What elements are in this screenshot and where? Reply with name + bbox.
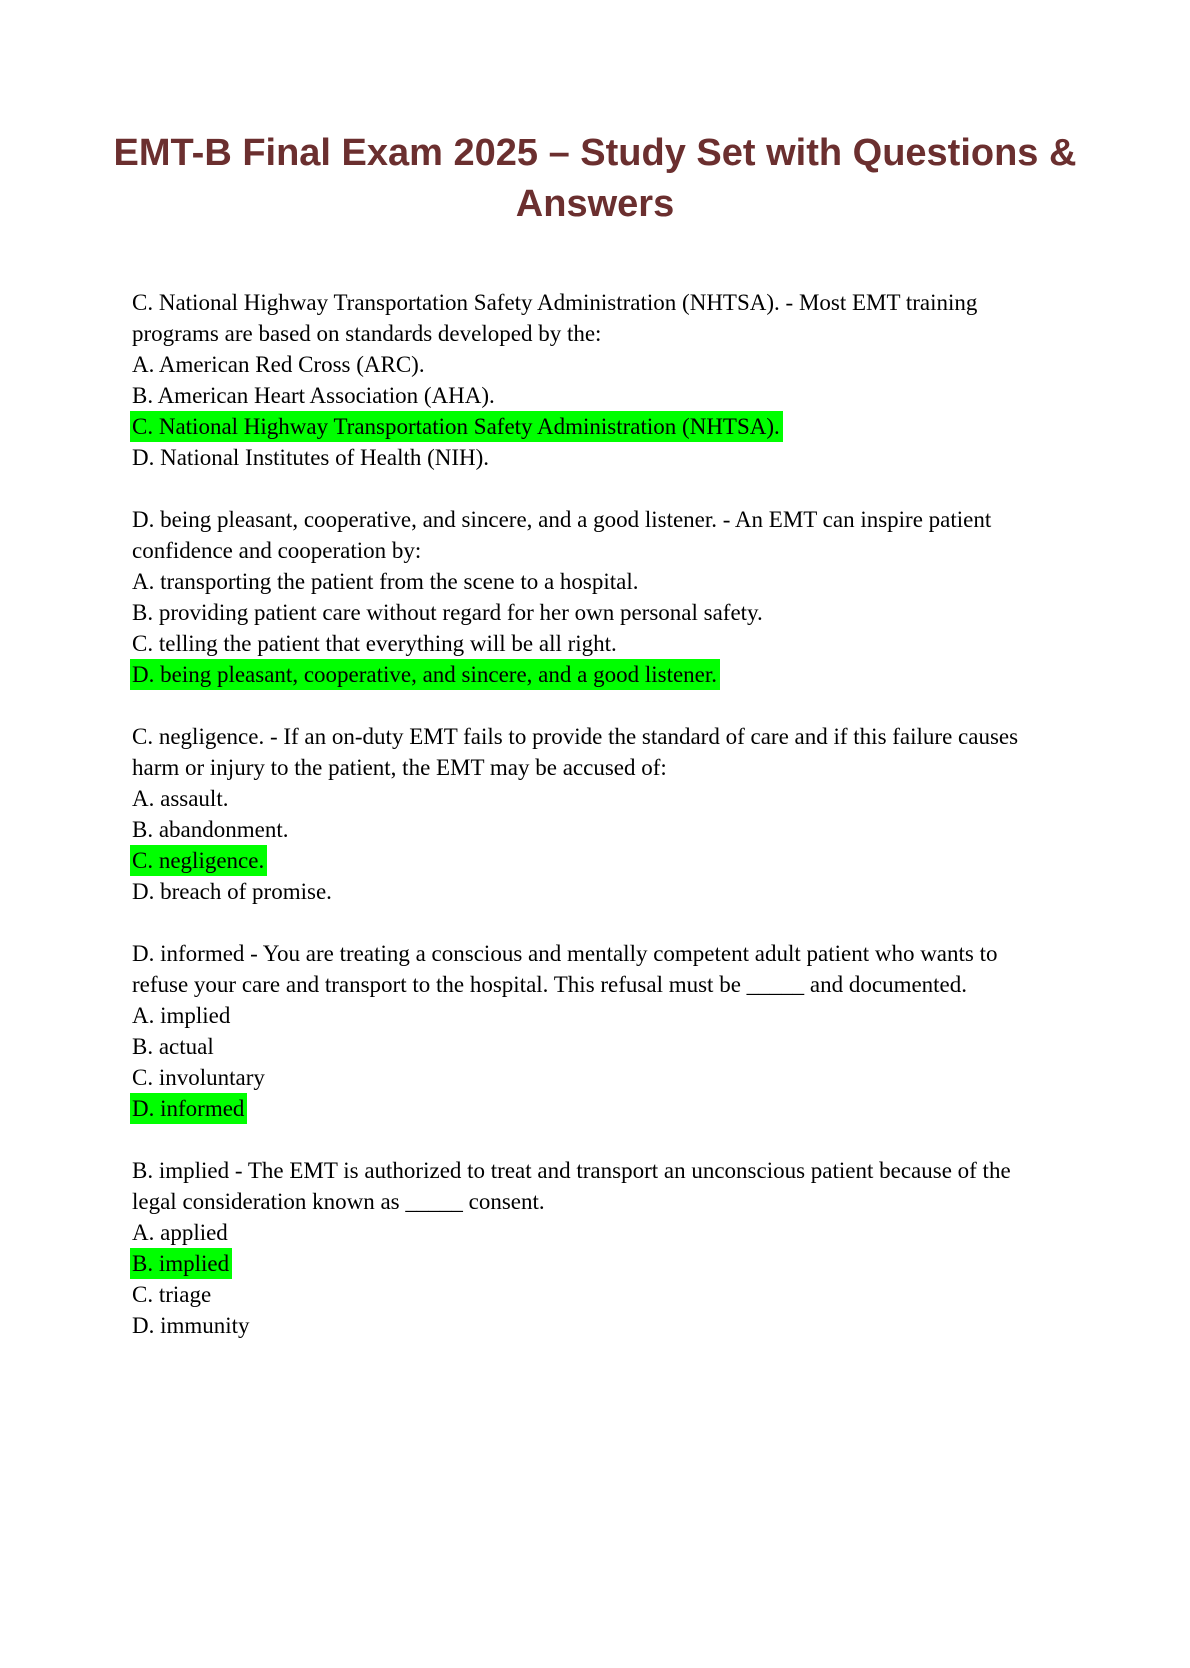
answer-option — [132, 1279, 1052, 1310]
question-prompt: D. being pleasant, cooperative, and sincere, and a good listener. - An EMT can inspire patient confidence and cooperation by: — [132, 507, 992, 563]
answer-option — [132, 1000, 1052, 1031]
question-block — [132, 1155, 1052, 1341]
answer-option-text: B. American Heart Association (AHA). — [132, 383, 495, 408]
question-block — [132, 287, 1052, 473]
answer-option-text: D. being pleasant, cooperative, and sincere, and a good listener. — [130, 659, 720, 690]
answer-option-text: B. providing patient care without regard for her own personal safety. — [132, 600, 763, 625]
question-block — [132, 938, 1052, 1124]
answer-option-text: D. immunity — [132, 1313, 250, 1338]
answer-option-text: B. abandonment. — [132, 817, 289, 842]
answer-option — [132, 845, 1052, 876]
answer-option — [132, 1310, 1052, 1341]
answer-option — [132, 566, 1052, 597]
answer-option-text: B. actual — [132, 1034, 214, 1059]
answer-option-text: A. assault. — [132, 786, 229, 811]
answer-option-text: A. transporting the patient from the scene to a hospital. — [132, 569, 639, 594]
answer-option-text: D. breach of promise. — [132, 879, 332, 904]
question-prompt: D. informed - You are treating a conscious and mentally competent adult patient who wants to refuse your care and transport to the hospital. This refusal must be _____ and documented. — [132, 941, 998, 997]
answer-option — [132, 1062, 1052, 1093]
answer-option-text: B. implied — [130, 1248, 232, 1279]
question-block — [132, 721, 1052, 907]
answer-option — [132, 876, 1052, 907]
answer-option-text: D. informed — [130, 1093, 247, 1124]
answer-option — [132, 1248, 1052, 1279]
page-title: EMT-B Final Exam 2025 – Study Set with Questions & Answers — [113, 132, 1077, 225]
document-page — [0, 128, 1190, 1668]
answer-option — [132, 1093, 1052, 1124]
question-prompt: B. implied - The EMT is authorized to treat and transport an unconscious patient because of the legal consideration known as _____ consent. — [132, 1158, 1011, 1214]
answer-option-text: C. triage — [132, 1282, 212, 1307]
answer-option-text: D. National Institutes of Health (NIH). — [132, 445, 490, 470]
answer-option-text: A. applied — [132, 1220, 228, 1245]
answer-option — [132, 628, 1052, 659]
question-prompt: C. negligence. - If an on-duty EMT fails to provide the standard of care and if this failure causes harm or injury to the patient, the EMT may be accused of: — [132, 724, 1019, 780]
answer-option — [132, 349, 1052, 380]
answer-option — [132, 442, 1052, 473]
answer-option — [132, 380, 1052, 411]
answer-option-text: A. American Red Cross (ARC). — [132, 352, 425, 377]
answer-option-text: C. telling the patient that everything will be all right. — [132, 631, 617, 656]
answer-option — [132, 659, 1052, 690]
answer-option-text: C. National Highway Transportation Safety Administration (NHTSA). — [130, 411, 783, 442]
answer-option — [132, 411, 1052, 442]
answer-option-text: A. implied — [132, 1003, 231, 1028]
answer-option — [132, 814, 1052, 845]
question-list — [132, 287, 1052, 1341]
answer-option-text: C. negligence. — [130, 845, 267, 876]
question-prompt: C. National Highway Transportation Safety Administration (NHTSA). - Most EMT training programs are based on standards developed by the: — [132, 290, 978, 346]
answer-option-text: C. involuntary — [132, 1065, 265, 1090]
answer-option — [132, 1217, 1052, 1248]
answer-option — [132, 1031, 1052, 1062]
answer-option — [132, 783, 1052, 814]
question-block — [132, 504, 1052, 690]
answer-option — [132, 597, 1052, 628]
